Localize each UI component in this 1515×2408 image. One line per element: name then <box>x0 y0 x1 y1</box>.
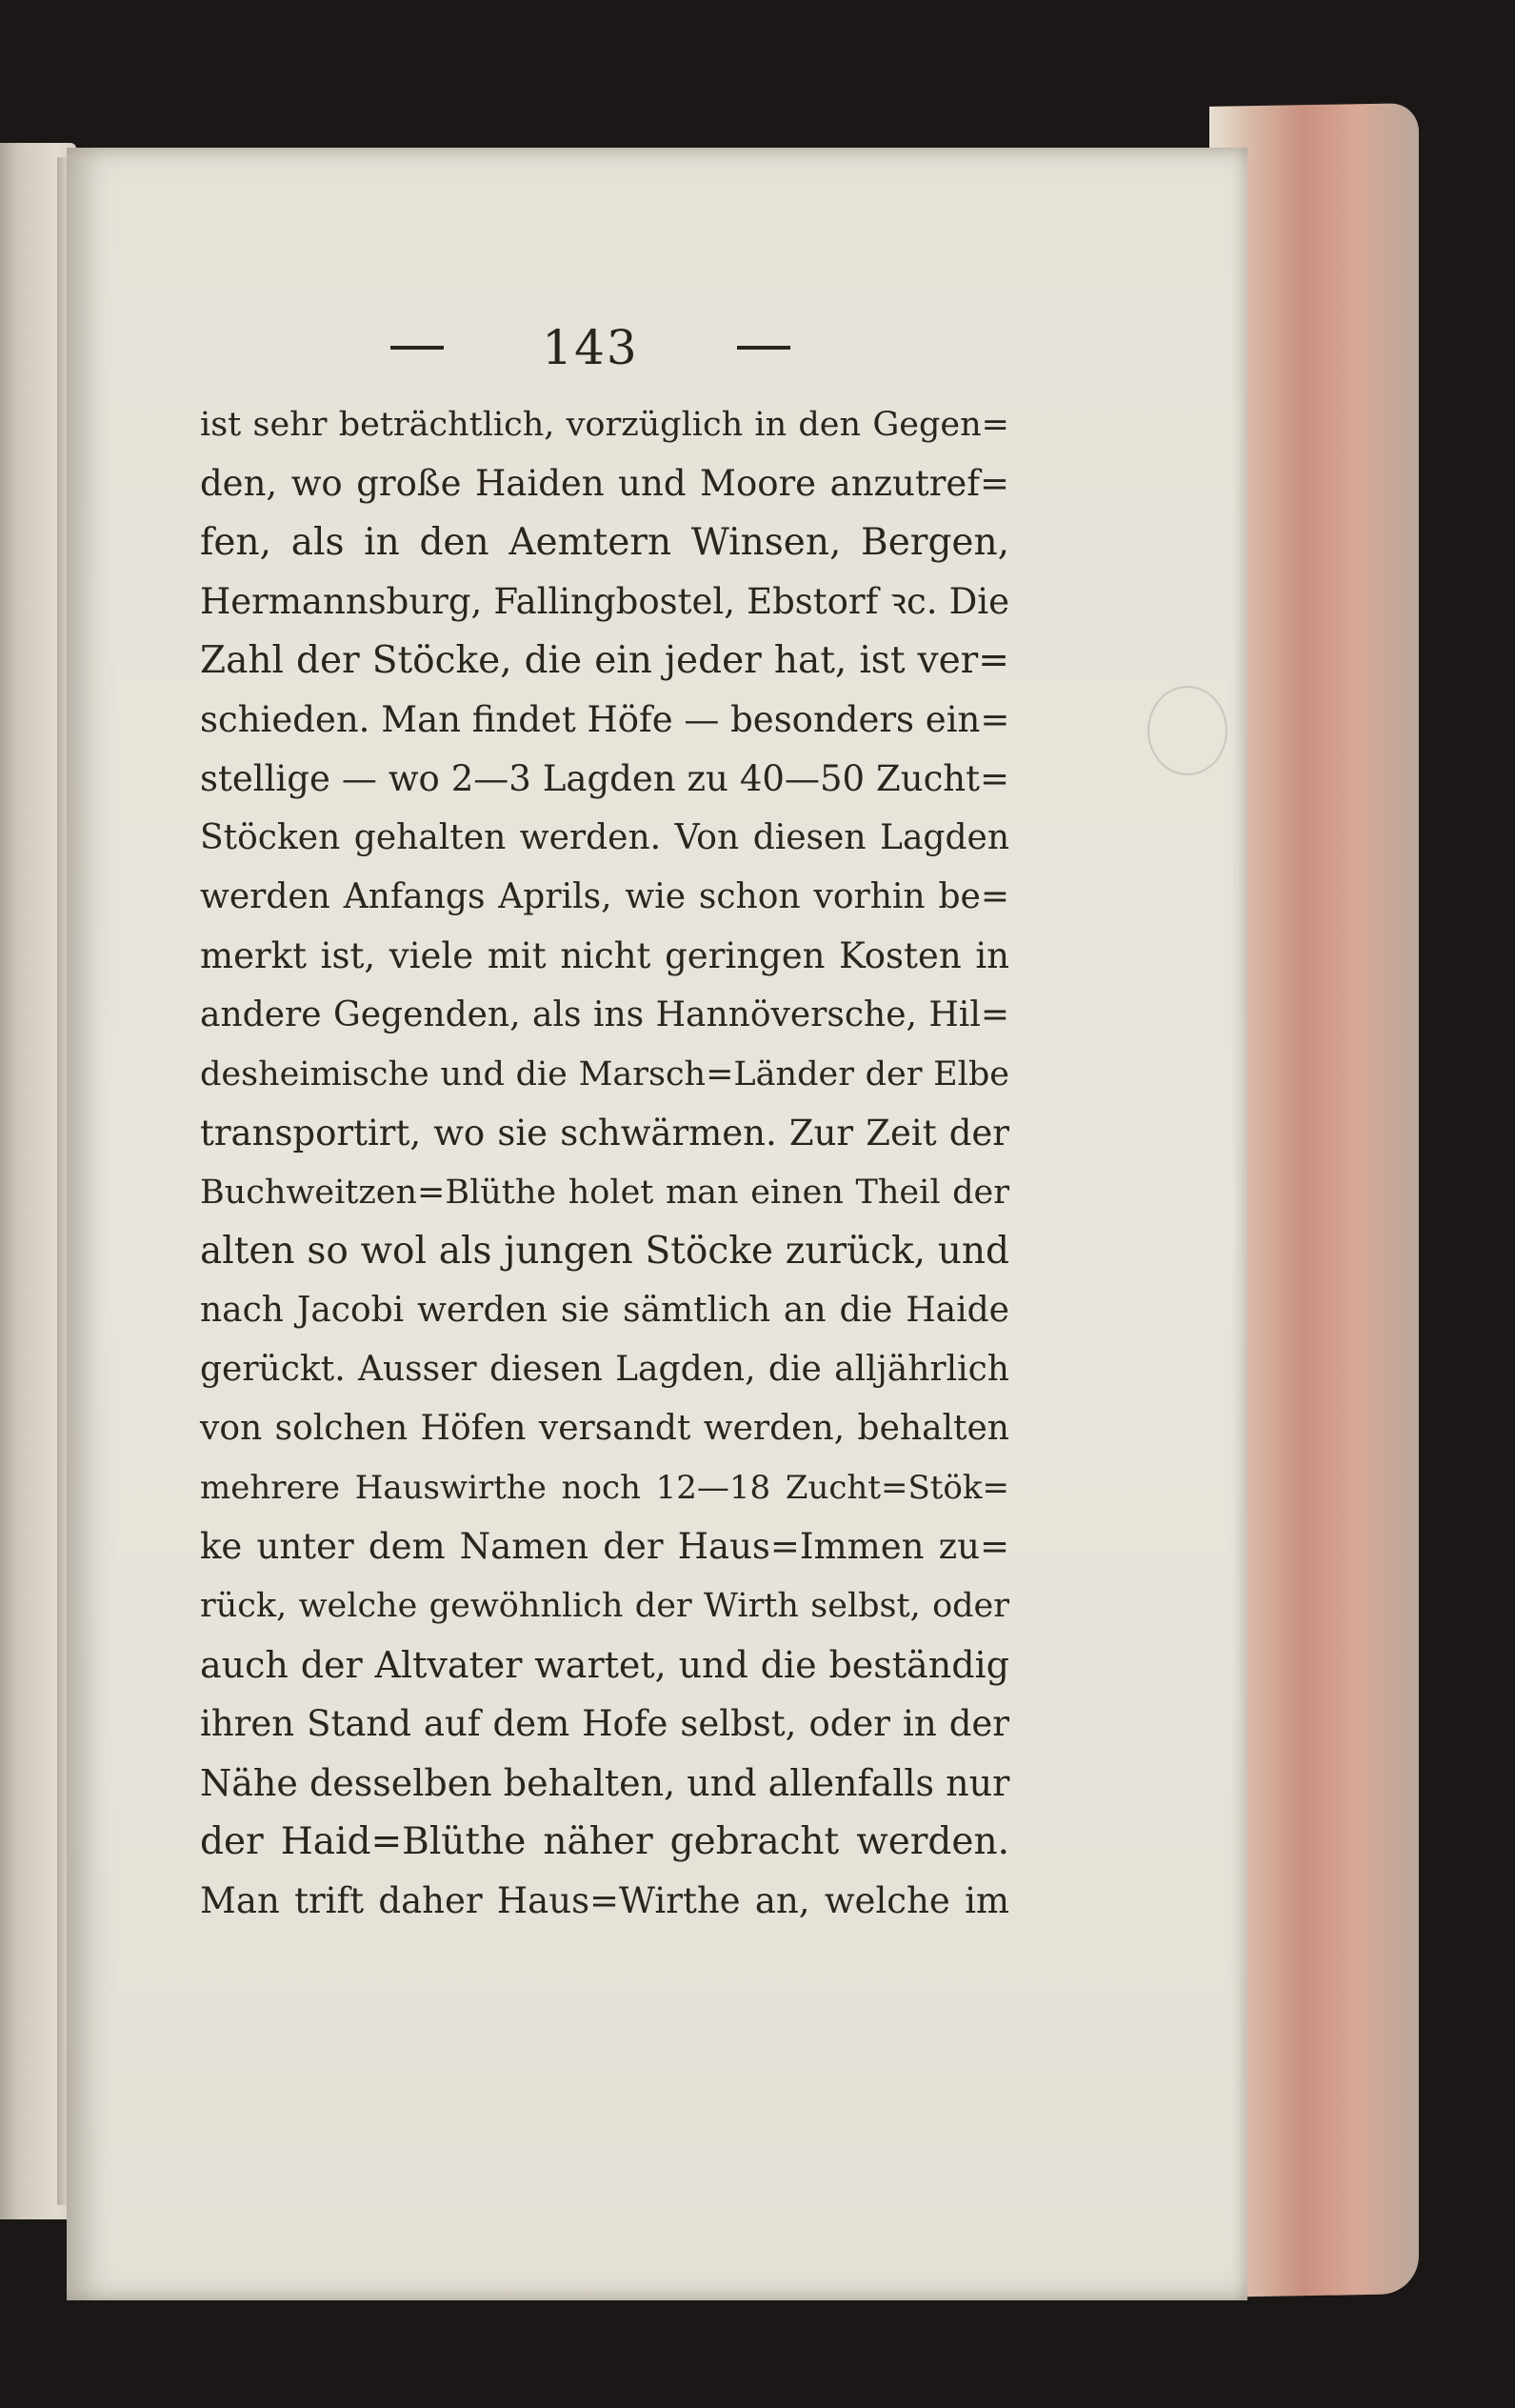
text-line: Stöcken gehalten werden. Von diesen Lagden <box>200 818 1009 857</box>
text-line: ke unter dem Namen der Haus=Immen zu= <box>200 1526 1009 1567</box>
text-line: Man trift daher Haus=Wirthe an, welche im <box>200 1880 1009 1921</box>
text-line: alten so wol als jungen Stöcke zurück, und <box>200 1230 1009 1273</box>
text-line: mehrere Hauswirthe noch 12—18 Zucht=Stök= <box>200 1469 1009 1507</box>
text-line: transportirt, wo sie schwärmen. Zur Zeit der <box>200 1113 1009 1154</box>
text-line: ist sehr beträchtlich, vorzüglich in den Gegen= <box>200 406 1009 444</box>
text-line: Nähe desselben behalten, und allenfalls nur <box>200 1762 1010 1804</box>
text-line: ihren Stand auf dem Hofe selbst, oder in der <box>200 1703 1009 1744</box>
page-header <box>390 314 790 381</box>
text-line: Buchweitzen=Blüthe holet man einen Theil der <box>200 1174 1009 1212</box>
text-line: rück, welche gewöhnlich der Wirth selbst, oder <box>200 1587 1009 1625</box>
text-line: der Haid=Blüthe näher gebracht werden. <box>200 1820 1009 1863</box>
text-line: stellige — wo 2—3 Lagden zu 40—50 Zucht= <box>200 758 1009 799</box>
text-line: Hermannsburg, Fallingbostel, Ebstorf ꝛc. Die <box>200 581 1009 622</box>
header-dash-right <box>737 346 790 350</box>
text-line: desheimische und die Marsch=Länder der Elbe <box>200 1055 1009 1094</box>
header-dash-left <box>390 346 444 350</box>
text-line: fen, als in den Aemtern Winsen, Bergen, <box>200 521 1009 564</box>
text-line: andere Gegenden, als ins Hannöversche, Hil= <box>200 995 1009 1034</box>
text-line: nach Jacobi werden sie sämtlich an die Haide <box>200 1291 1009 1330</box>
page-number: 143 <box>542 320 639 375</box>
paper-stain <box>1147 686 1227 775</box>
text-line: schieden. Man findet Höfe — besonders ein= <box>200 699 1010 740</box>
body-text <box>200 395 1009 1931</box>
text-line: gerückt. Ausser diesen Lagden, die alljährlich <box>200 1350 1009 1389</box>
text-line: den, wo große Haiden und Moore anzutref= <box>200 463 1009 504</box>
text-line: merkt ist, viele mit nicht geringen Kosten in <box>200 935 1009 976</box>
text-line: Zahl der Stöcke, die ein jeder hat, ist ver= <box>200 639 1009 682</box>
text-line: auch der Altvater wartet, und die beständig <box>200 1644 1009 1686</box>
text-line: werden Anfangs Aprils, wie schon vorhin be= <box>200 877 1009 916</box>
text-line: von solchen Höfen versandt werden, behalten <box>200 1409 1009 1448</box>
